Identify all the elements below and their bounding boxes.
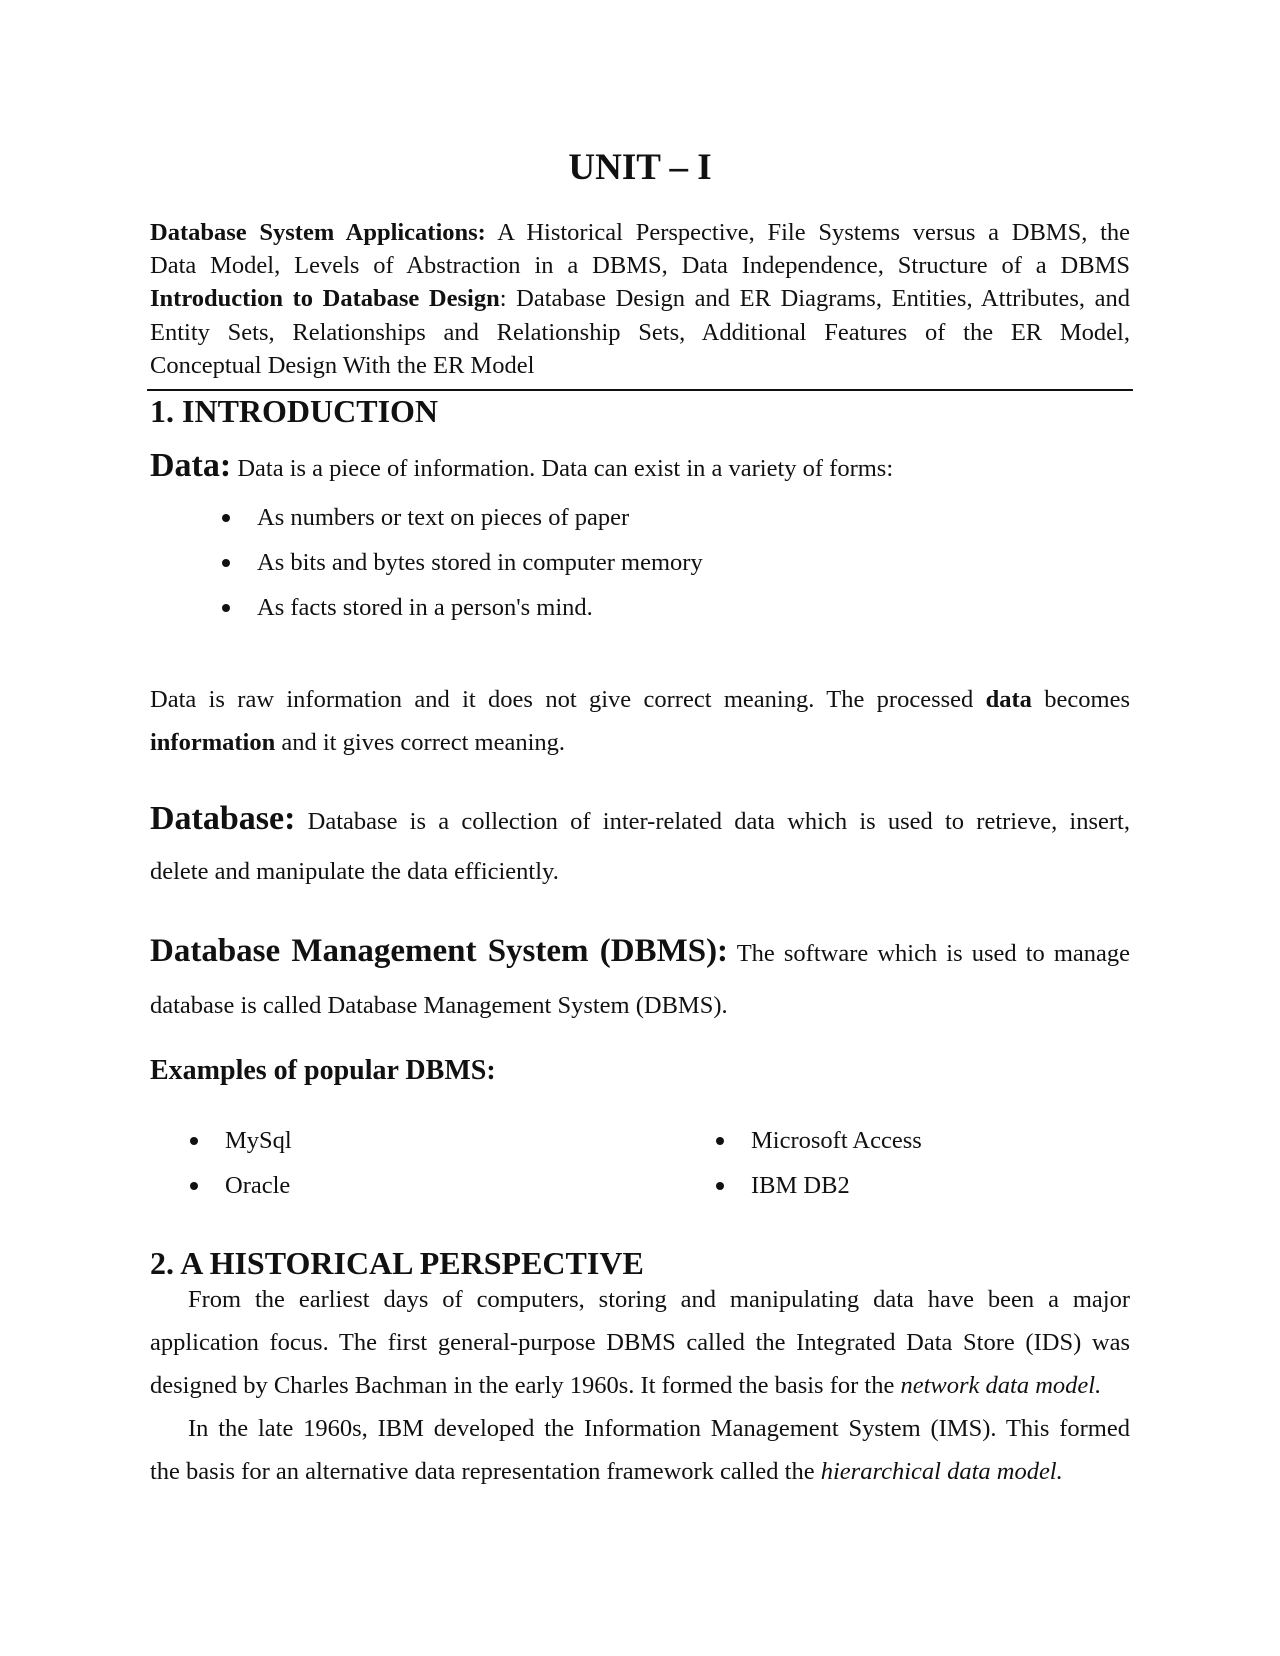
bullet-icon <box>222 559 230 567</box>
raw-information-paragraph <box>150 678 1130 764</box>
paragraph-text: database is called Database Management System (DBMS). <box>150 992 728 1019</box>
list-item <box>222 593 922 638</box>
dbms-definition <box>150 925 1130 1032</box>
paragraph-line <box>150 1321 1130 1364</box>
paragraph-line <box>150 980 1130 1032</box>
paragraph-line <box>150 794 1130 847</box>
section-heading-introduction: 1. INTRODUCTION <box>150 393 439 429</box>
paragraph-line <box>150 678 1130 721</box>
syllabus-topic-bold: Database System Applications: <box>150 219 486 246</box>
examples-heading: Examples of popular DBMS: <box>150 1055 496 1086</box>
list-item <box>716 1171 1116 1216</box>
paragraph-text: the basis for an alternative data representation framework called the <box>150 1458 821 1485</box>
paragraph-text: Data is raw information and it does not give correct meaning. The processed <box>150 686 986 713</box>
list-item-text: Microsoft Access <box>751 1127 922 1154</box>
unit-title: UNIT – I <box>568 147 712 188</box>
paragraph-line <box>150 721 1130 764</box>
horizontal-rule <box>147 389 1133 391</box>
list-item-text: Oracle <box>225 1172 291 1199</box>
list-item-text: IBM DB2 <box>751 1172 850 1199</box>
syllabus-line <box>150 216 1130 249</box>
bullet-icon <box>716 1137 724 1145</box>
list-item-text: MySql <box>225 1127 292 1154</box>
paragraph-line <box>150 1407 1130 1450</box>
syllabus-text: Conceptual Design With the ER Model <box>150 351 535 379</box>
data-forms-list <box>222 503 922 638</box>
data-term: Data: <box>150 447 232 484</box>
syllabus-line <box>150 349 1130 382</box>
list-item <box>716 1126 1116 1171</box>
syllabus-text: Data Model, Levels of Abstraction in a DBMS, Data Independence, Structure of a DBMS <box>150 252 1130 280</box>
database-term: Database: <box>150 800 296 837</box>
list-item <box>190 1126 590 1171</box>
list-item <box>222 503 922 548</box>
syllabus-line <box>150 249 1130 282</box>
syllabus-text: Entity Sets, Relationships and Relationship Sets, Additional Features of the ER Model, <box>150 318 1130 346</box>
paragraph-text: and it gives correct meaning. <box>275 729 566 756</box>
database-definition <box>150 794 1130 897</box>
syllabus-line <box>150 316 1130 349</box>
bullet-icon <box>716 1182 724 1190</box>
paragraph-text: designed by Charles Bachman in the early 1960s. It formed the basis for the <box>150 1372 901 1399</box>
historical-paragraph-2 <box>150 1407 1130 1493</box>
bullet-icon <box>222 604 230 612</box>
italic-term: network data model. <box>900 1372 1102 1399</box>
list-item-text: As bits and bytes stored in computer memory <box>257 549 703 576</box>
syllabus-line <box>150 282 1130 315</box>
paragraph-line <box>150 847 1130 897</box>
syllabus-block <box>150 216 1130 382</box>
list-item-text: As numbers or text on pieces of paper <box>257 504 630 531</box>
historical-paragraph-1 <box>150 1278 1130 1407</box>
data-definition <box>150 446 1130 489</box>
paragraph-line <box>150 925 1130 980</box>
paragraph-text: application focus. The first general-purpose DBMS called the Integrated Data Store (IDS) was <box>150 1329 1130 1356</box>
examples-list-right <box>716 1126 1116 1216</box>
bullet-icon <box>190 1137 198 1145</box>
list-item <box>190 1171 590 1216</box>
paragraph-text: In the late 1960s, IBM developed the Information Management System (IMS). This formed <box>188 1415 1130 1442</box>
bullet-icon <box>222 514 230 522</box>
bold-term-data: data <box>985 686 1032 713</box>
paragraph-text: The software which is used to manage <box>728 940 1131 967</box>
data-definition-line <box>150 446 1130 489</box>
section-heading-historical-perspective: 2. A HISTORICAL PERSPECTIVE <box>150 1245 644 1281</box>
paragraph-line <box>150 1450 1130 1493</box>
examples-list-left <box>190 1126 590 1216</box>
bullet-icon <box>190 1182 198 1190</box>
paragraph-line <box>150 1364 1130 1407</box>
syllabus-text: : Database Design and ER Diagrams, Entities, Attributes, and <box>499 285 1130 313</box>
paragraph-text: From the earliest days of computers, storing and manipulating data have been a major <box>188 1286 1130 1313</box>
paragraph-text: delete and manipulate the data efficiently. <box>150 858 559 885</box>
list-item-text: As facts stored in a person's mind. <box>257 594 593 621</box>
list-item <box>222 548 922 593</box>
paragraph-text: Database is a collection of inter-related data which is used to retrieve, insert, <box>295 808 1130 835</box>
bold-term-information: information <box>150 729 276 756</box>
paragraph-line <box>150 1278 1130 1321</box>
paragraph-text: becomes <box>1031 686 1130 713</box>
italic-term: hierarchical data model. <box>820 1458 1063 1485</box>
data-definition-text: Data is a piece of information. Data can exist in a variety of forms: <box>231 455 894 482</box>
syllabus-text: A Historical Perspective, File Systems versus a DBMS, the <box>485 219 1131 246</box>
dbms-term: Database Management System (DBMS): <box>150 933 729 969</box>
syllabus-topic-bold: Introduction to Database Design <box>150 285 500 313</box>
